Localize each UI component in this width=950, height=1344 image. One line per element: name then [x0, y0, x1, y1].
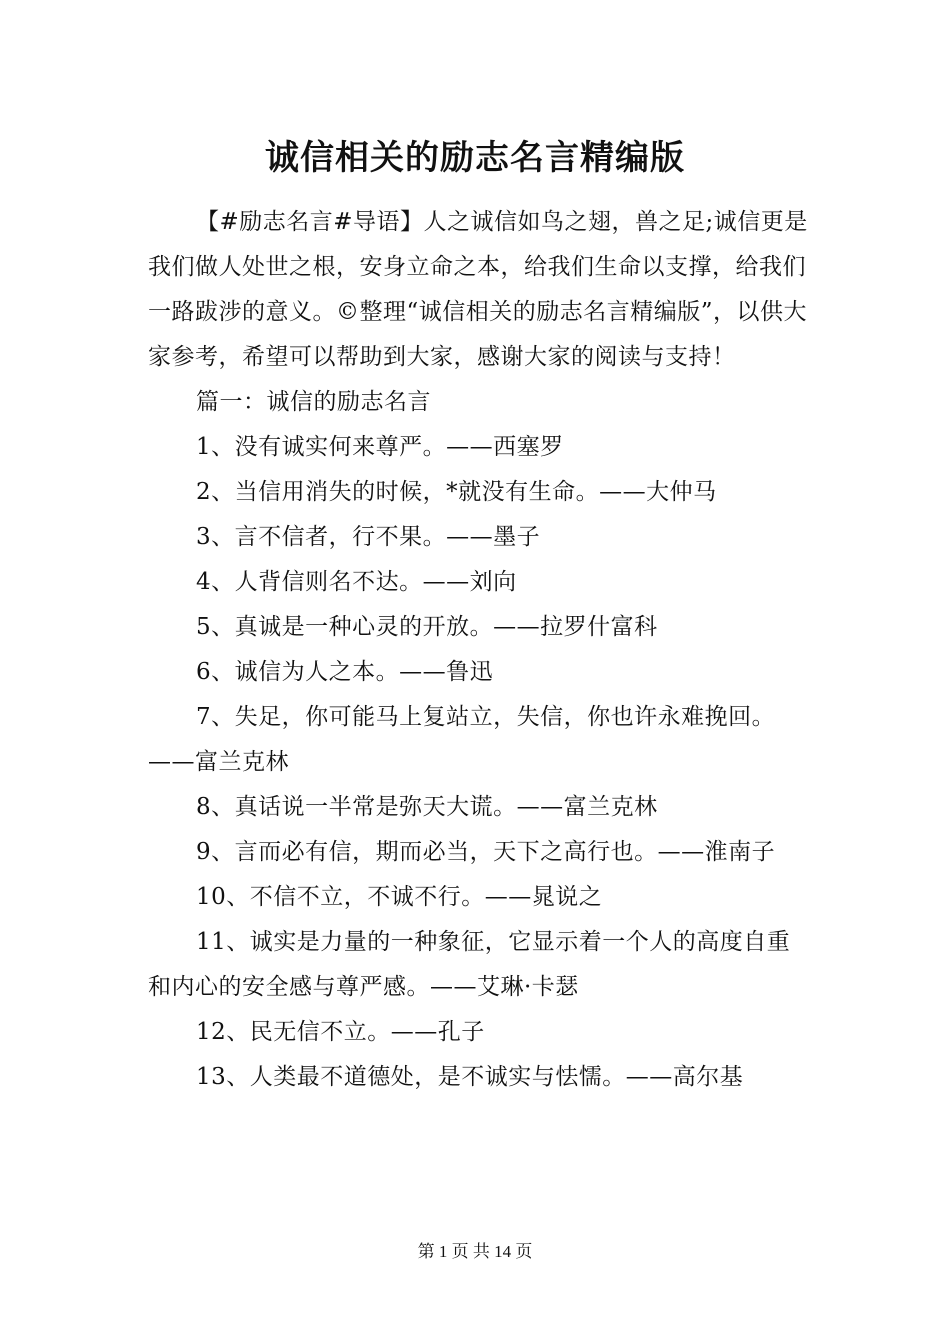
quote-item: 11、诚实是力量的一种象征，它显示着一个人的高度自重和内心的安全感与尊严感。——艾琳·卡瑟	[148, 929, 791, 1000]
section-heading: 篇一：诚信的励志名言	[196, 389, 431, 415]
quote-item: 10、不信不立，不诚不行。——晁说之	[196, 884, 603, 910]
quote-item: 8、真话说一半常是弥天大谎。——富兰克林	[196, 794, 658, 820]
quote-item: 4、人背信则名不达。——刘向	[196, 569, 517, 595]
quote-item: 1、没有诚实何来尊严。——西塞罗	[196, 434, 564, 460]
quote-item: 6、诚信为人之本。——鲁迅	[196, 659, 494, 685]
quote-item: 2、当信用消失的时候，*就没有生命。——大仲马	[196, 479, 717, 505]
document-body	[148, 200, 808, 1100]
quote-item: 12、民无信不立。——孔子	[196, 1019, 485, 1045]
quote-item: 7、失足，你可能马上复站立，失信，你也许永难挽回。——富兰克林	[148, 704, 776, 775]
quote-item: 13、人类最不道德处，是不诚实与怯懦。——高尔基	[196, 1064, 744, 1090]
document-title: 诚信相关的励志名言精编版	[265, 138, 685, 178]
intro-paragraph: 【#励志名言#导语】人之诚信如鸟之翅，兽之足;诚信更是我们做人处世之根，安身立命之本，给我们生命以支撑，给我们一路跋涉的意义。©整理“诚信相关的励志名言精编版”，以供大家参考，希望可以帮助到大家，感谢大家的阅读与支持！	[148, 209, 808, 370]
quote-item: 9、言而必有信，期而必当，天下之高行也。——淮南子	[196, 839, 776, 865]
quote-item: 3、言不信者，行不果。——墨子	[196, 524, 541, 550]
quote-item: 5、真诚是一种心灵的开放。——拉罗什富科	[196, 614, 658, 640]
page-footer: 第 1 页 共 14 页	[417, 1242, 533, 1261]
